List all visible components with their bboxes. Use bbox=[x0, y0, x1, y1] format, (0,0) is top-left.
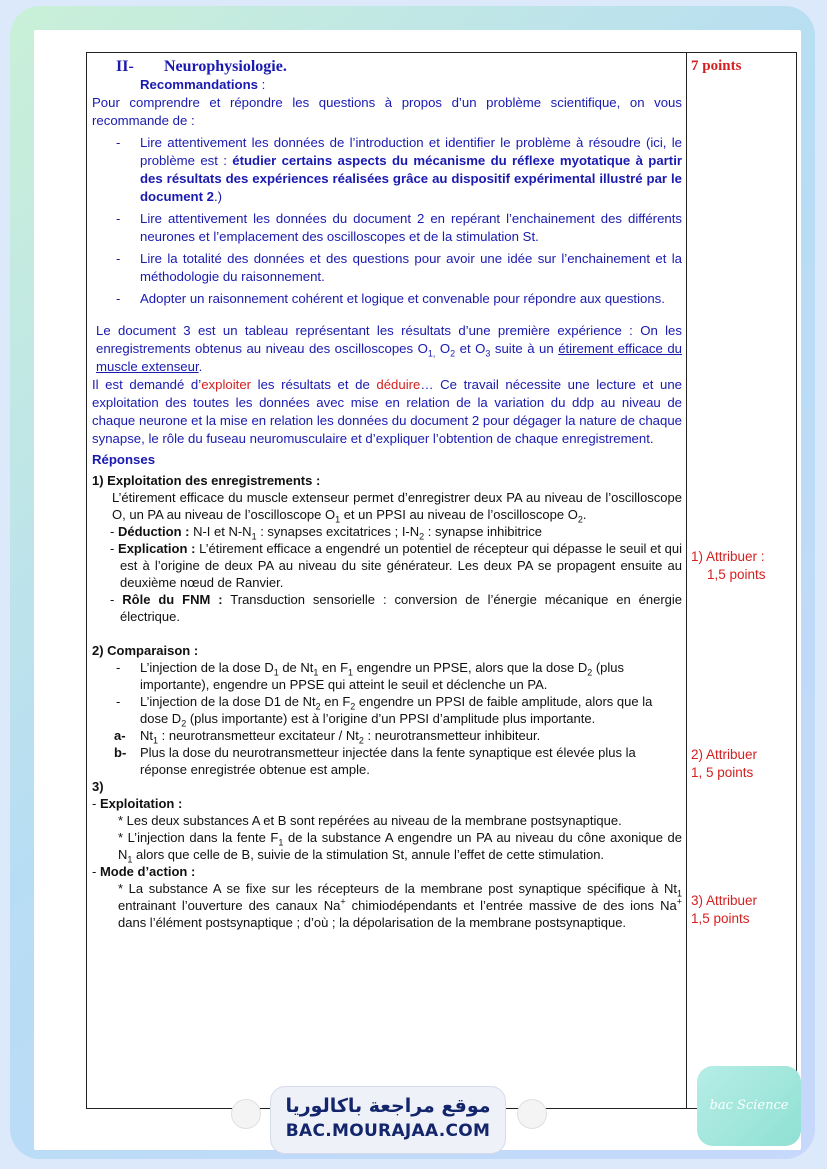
item2-c: engendre un PPSI de faible amplitude, alors que la dose D bbox=[140, 694, 653, 726]
answer-2-a bbox=[92, 727, 682, 744]
sub-1: 1 bbox=[348, 667, 354, 678]
item-a-label: a- bbox=[114, 728, 126, 743]
bullet-dash: - bbox=[116, 211, 121, 226]
answer-2 bbox=[92, 642, 682, 778]
answer-1-text: L’étirement efficace du muscle extenseur permet d’enregistrer deux PA au niveau de l’oscilloscope O, un PA au niveau de l’oscilloscope $O_1$ et un PPSI au niveau de l’oscilloscope $O_2$. bbox=[112, 490, 682, 525]
sub-o2: 2 bbox=[450, 348, 456, 359]
answer-2-item-2 bbox=[92, 693, 682, 727]
role-label: Rôle du FNM : bbox=[122, 592, 223, 607]
bac-science-logo bbox=[697, 1066, 801, 1146]
demand-text-c: … Ce travail nécessite une lecture et une exploitation des toutes les données avec mise en relation de la variation du ddp au niveau de chaque neurone et la mise en relation les données du document 2 pour dégager la nature de chaque synapse, le rôle du fuseau neuromusculaire et d’expliquer l’obtention de chaque enregistrement. bbox=[92, 377, 683, 446]
recommendations-title bbox=[140, 76, 682, 94]
points-q1-value: 1,5 points bbox=[707, 567, 766, 582]
bullet1-bold: étudier certains aspects du mécanisme du réflexe myotatique à partir des résultats des expériences réalisées grâce au dispositif expérimental illustré par le document 2 bbox=[140, 153, 682, 204]
recommendation-bullet-4 bbox=[92, 290, 682, 308]
sub-2: 2 bbox=[587, 667, 593, 678]
deduction-b: : synapses excitatrices ; I-N bbox=[256, 524, 420, 539]
sub-2: 2 bbox=[350, 701, 356, 712]
point2-c: alors que celle de B, suivie de la stimulation St, annule l’effet de cette stimulation. bbox=[132, 847, 605, 862]
points-q1 bbox=[691, 548, 766, 584]
sub-2: 2 bbox=[181, 718, 187, 729]
sub-1: 1 bbox=[251, 531, 257, 542]
demand-text-a: Il est demandé d’ bbox=[92, 377, 202, 392]
mode-b: entrainant l’ouverture des canaux Na bbox=[118, 898, 341, 913]
sub-2: 2 bbox=[358, 735, 364, 746]
sub-2: 2 bbox=[315, 701, 321, 712]
role-text: Transduction sensorielle : conversion de l’énergie mécanique en énergie électrique. bbox=[120, 592, 682, 624]
item1-d: engendre un PPSE, alors que la dose D bbox=[353, 660, 588, 675]
doc3-text-b: suite à un bbox=[494, 341, 559, 356]
mode-d: dans l’élément postsynaptique ; d’où ; la dépolarisation de la membrane postsynaptique. bbox=[118, 915, 627, 930]
recommendations-intro: Pour comprendre et répondre les questions à propos d’un problème scientifique, on vous recommande de : bbox=[92, 95, 682, 128]
demand-text-b: les résultats et de bbox=[251, 377, 377, 392]
item-a-2: : neurotransmetteur excitateur / Nt bbox=[158, 728, 359, 743]
item2-b: en F bbox=[320, 694, 351, 709]
document3-paragraph: Le document 3 est un tableau représentant les résultats d’une première expérience : On les enregistrements obtenus au niveau des oscilloscopes $O_{1,}$ $O_2$ et $O_3$ suite à un étirement efficace du muscle extenseur. bbox=[96, 323, 683, 374]
sub-1: 1 bbox=[273, 667, 279, 678]
doc3-text: Le document 3 est un tableau représentant les résultats d’une première expérience : On les enregistrements obtenus au niveau des oscilloscopes O bbox=[96, 323, 682, 356]
bullet-dash: - bbox=[116, 694, 121, 709]
item1-e: (plus importante), engendre un PPSE qui atteint le seuil et déclenche un PA. bbox=[140, 660, 625, 692]
item-b-label: b- bbox=[114, 745, 127, 760]
sub-1: 1 bbox=[153, 735, 159, 746]
item-a-3: : neurotransmetteur inhibiteur. bbox=[363, 728, 541, 743]
points-q2-label: 2) Attribuer bbox=[691, 747, 758, 762]
doc3-end: . bbox=[198, 359, 203, 374]
answer-1-text-a: L’étirement efficace du muscle extenseur permet d’enregistrer deux PA au niveau de l’oscilloscope O, un PA au niveau de l’oscilloscope O bbox=[112, 490, 682, 522]
answer-2-b bbox=[92, 744, 682, 778]
site-arabic-name: موقع مراجعة باكالوريا bbox=[285, 1095, 491, 1117]
answer-1 bbox=[92, 472, 682, 625]
points-q3 bbox=[691, 892, 757, 928]
book-logo-icon bbox=[232, 1100, 260, 1128]
explication-text: L’étirement efficace a engendré un potentiel de récepteur qui dépasse le seuil et qui est à l’origine de deux PA au niveau du site générateur. Les deux PA se propagent ensuite au deuxième nœud de Ranvier. bbox=[120, 541, 682, 590]
answers-title: Réponses bbox=[92, 452, 156, 467]
bullet-dash: - bbox=[116, 135, 121, 150]
deduction-label: Déduction : bbox=[117, 524, 190, 539]
bullet-dash: - bbox=[116, 660, 121, 675]
answer-3-heading: 3) bbox=[92, 779, 104, 794]
recommendation-bullet-2 bbox=[92, 210, 682, 246]
answer-1-deduction: - Déduction : N-I et $N-N_1$ : synapses excitatrices ; $I-N_2$ : synapse inhibitrice bbox=[110, 524, 542, 542]
bullet1-end: .) bbox=[214, 189, 223, 204]
sup-plus: + bbox=[676, 896, 682, 907]
bac-science-text: bac Science bbox=[709, 1098, 789, 1113]
bullet2-text: Lire attentivement les données du document 2 en repérant l’enchainement des différents neurones et l’emplacement des oscilloscopes et de la stimulation St. bbox=[140, 211, 682, 244]
sub-1: 1 bbox=[676, 888, 682, 899]
points-q3-label: 3) Attribuer bbox=[691, 893, 758, 908]
sub-2: 2 bbox=[577, 514, 583, 525]
answer-1-text-b: et un PPSI au niveau de l’oscilloscope O bbox=[340, 507, 578, 522]
points-q2 bbox=[691, 746, 757, 782]
answer-1-heading: 1) Exploitation des enregistrements : bbox=[92, 473, 321, 488]
answer-2-heading: 2) Comparaison : bbox=[92, 643, 199, 658]
item1-b: de Nt bbox=[278, 660, 314, 675]
points-q2-value: 1, 5 points bbox=[691, 765, 754, 780]
answer-3 bbox=[92, 778, 682, 931]
mode-c: chimiodépendants et l’entrée massive de des ions Na bbox=[345, 898, 677, 913]
sup-plus: + bbox=[340, 896, 346, 907]
recommendations-colon: : bbox=[257, 77, 266, 92]
sub-1: 1 bbox=[127, 854, 133, 865]
sub-1: 1 bbox=[278, 837, 284, 848]
points-q1-label: 1) Attribuer : bbox=[691, 549, 765, 564]
sub-2: 2 bbox=[419, 531, 425, 542]
bullet-dash: - bbox=[116, 251, 121, 266]
recommendation-bullet-1 bbox=[92, 134, 682, 206]
item2-a: L’injection de la dose D1 de Nt bbox=[140, 694, 316, 709]
mode-label: Mode d’action : bbox=[99, 864, 196, 879]
explication-label: Explication : bbox=[118, 541, 196, 556]
main-column bbox=[92, 58, 682, 931]
mode-point bbox=[92, 880, 682, 931]
bullet-dash: - bbox=[116, 291, 121, 306]
item-a-1: Nt bbox=[140, 728, 153, 743]
item1-c: en F bbox=[318, 660, 349, 675]
deduction-a: N-I et N-N bbox=[189, 524, 252, 539]
sub-1: 1 bbox=[335, 514, 341, 525]
points-q3-value: 1,5 points bbox=[691, 911, 750, 926]
sub-1: 1 bbox=[313, 667, 319, 678]
bullet4-text: Adopter un raisonnement cohérent et logique et convenable pour répondre aux questions. bbox=[140, 291, 665, 306]
exploitation-label: Exploitation : bbox=[99, 796, 183, 811]
item1-a: L’injection de la dose D bbox=[140, 660, 274, 675]
section-number: II- bbox=[116, 58, 134, 75]
bullet1-text: Lire attentivement les données de l’introduction et identifier le problème à résoudre (ici, le problème est : bbox=[140, 135, 682, 168]
bullet3-text: Lire la totalité des données et des questions pour avoir une idée sur l’enchainement et la méthodologie du raisonnement. bbox=[140, 251, 682, 284]
demand-exploit: exploiter bbox=[201, 377, 252, 392]
recommendations-label: Recommandations bbox=[140, 77, 258, 92]
point2-b: de la substance A engendre un PA au niveau du cône axonique de N bbox=[118, 830, 682, 862]
site-banner[interactable] bbox=[271, 1087, 505, 1153]
doc3-underlined: étirement efficace du muscle extenseur bbox=[96, 341, 683, 374]
section-name: Neurophysiologie. bbox=[164, 58, 287, 75]
deduction-c: : synapse inhibitrice bbox=[424, 524, 542, 539]
mode-a: * La substance A se fixe sur les récepteurs de la membrane post synaptique spécifique à Nt bbox=[118, 881, 677, 896]
section-title bbox=[116, 58, 682, 76]
exploitation-point-1: * Les deux substances A et B sont repérées au niveau de la membrane postsynaptique. bbox=[118, 813, 622, 828]
recommendation-bullet-3 bbox=[92, 250, 682, 286]
sub-o3: 3 bbox=[485, 348, 491, 359]
item2-d: (plus importante) est à l’origine d’un PPSI d’amplitude plus importante. bbox=[186, 711, 596, 726]
total-points: 7 points bbox=[691, 58, 742, 74]
sub-o1: 1, bbox=[427, 348, 436, 359]
point2-a: * L’injection dans la fente F bbox=[118, 830, 279, 845]
item-b-text: Plus la dose du neurotransmetteur injectée dans la fente synaptique est élevée plus la réponse enregistrée obtenue est ample. bbox=[140, 745, 636, 777]
demand-paragraph bbox=[92, 376, 682, 448]
site-url[interactable]: BAC.MOURAJAA.COM bbox=[285, 1121, 491, 1141]
points-column bbox=[691, 58, 791, 926]
answer-2-item-1 bbox=[92, 659, 682, 693]
exploitation-label-row: - Exploitation : bbox=[92, 796, 183, 811]
demand-deduire: déduire bbox=[376, 377, 421, 392]
mode-label-row: - Mode d’action : bbox=[92, 864, 196, 879]
column-divider bbox=[686, 52, 687, 1109]
book-logo-icon bbox=[518, 1100, 546, 1128]
answer-1-role: - Rôle du FNM : Transduction sensorielle : conversion de l’énergie mécanique en énergie électrique. bbox=[110, 592, 682, 624]
answer-1-explication: - Explication : L’étirement efficace a engendré un potentiel de récepteur qui dépasse le seuil et qui est à l’origine de deux PA au niveau du site générateur. Les deux PA se propagent ensuite au deuxième nœud de Ranvier. bbox=[110, 541, 682, 590]
exploitation-point-2 bbox=[92, 829, 682, 863]
